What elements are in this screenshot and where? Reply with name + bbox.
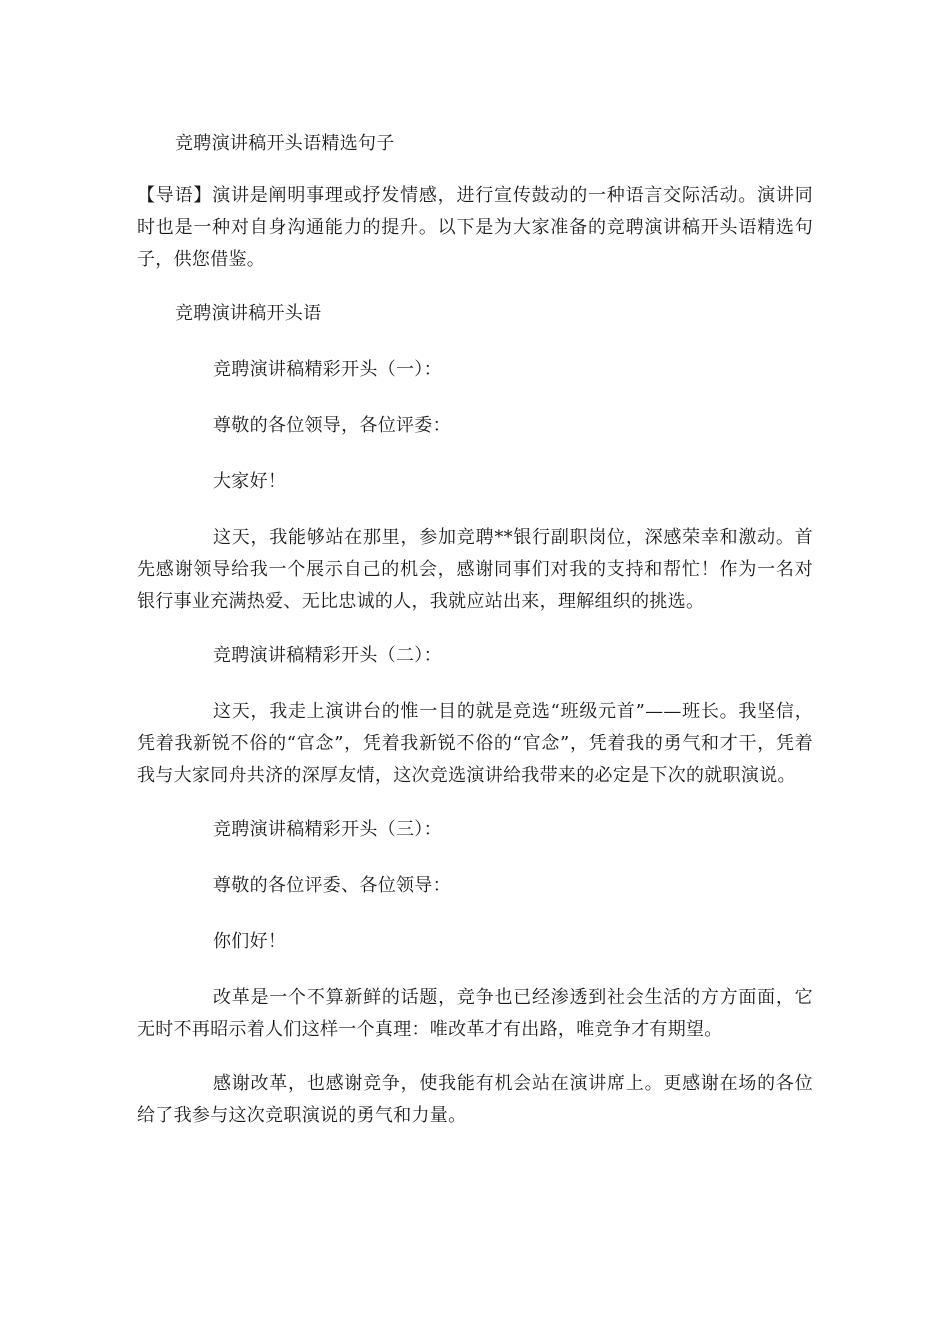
- document-body: [137, 128, 813, 1154]
- opening-two-paragraph: 这天，我走上演讲台的惟一目的就是竞选“班级元首”——班长。我坚信，凭着我新锐不俗的“官念”，凭着我新锐不俗的“官念”，凭着我的勇气和才干，凭着我与大家同舟共济的深厚友情，这次竞选演讲给我带来的必定是下次的就职演说。: [137, 701, 813, 786]
- section-heading: 竞聘演讲稿开头语: [175, 303, 322, 324]
- opening-three-paragraph-one: 改革是一个不算新鲜的话题，竞争也已经渗透到社会生活的方方面面，它无时不再昭示着人们这样一个真理：唯改革才有出路，唯竞争才有期望。: [137, 987, 813, 1040]
- intro-paragraph: 【导语】演讲是阐明事理或抒发情感，进行宣传鼓动的一种语言交际活动。演讲同时也是一种对自身沟通能力的提升。以下是为大家准备的竞聘演讲稿开头语精选句子，供您借鉴。: [137, 185, 813, 270]
- greeting-three: 你们好！: [213, 931, 287, 952]
- document-title: 竞聘演讲稿开头语精选句子: [175, 133, 395, 154]
- greeting-one: 大家好！: [213, 471, 287, 492]
- salutation-one: 尊敬的各位领导，各位评委：: [213, 415, 451, 436]
- opening-three-paragraph-two: 感谢改革，也感谢竞争，使我能有机会站在演讲席上。更感谢在场的各位给了我参与这次竞职演说的勇气和力量。: [137, 1073, 813, 1126]
- salutation-three: 尊敬的各位评委、各位领导：: [213, 875, 451, 896]
- opening-one-paragraph: 这天，我能够站在那里，参加竞聘**银行副职岗位，深感荣幸和激动。首先感谢领导给我一个展示自己的机会，感谢同事们对我的支持和帮忙！作为一名对银行事业充满热爱、无比忠诚的人，我就应站出来，理解组织的挑选。: [137, 527, 813, 612]
- opening-three-heading: 竞聘演讲稿精彩开头（三）：: [213, 819, 442, 840]
- opening-one-heading: 竞聘演讲稿精彩开头（一）：: [213, 359, 442, 380]
- opening-two-heading: 竞聘演讲稿精彩开头（二）：: [213, 645, 442, 666]
